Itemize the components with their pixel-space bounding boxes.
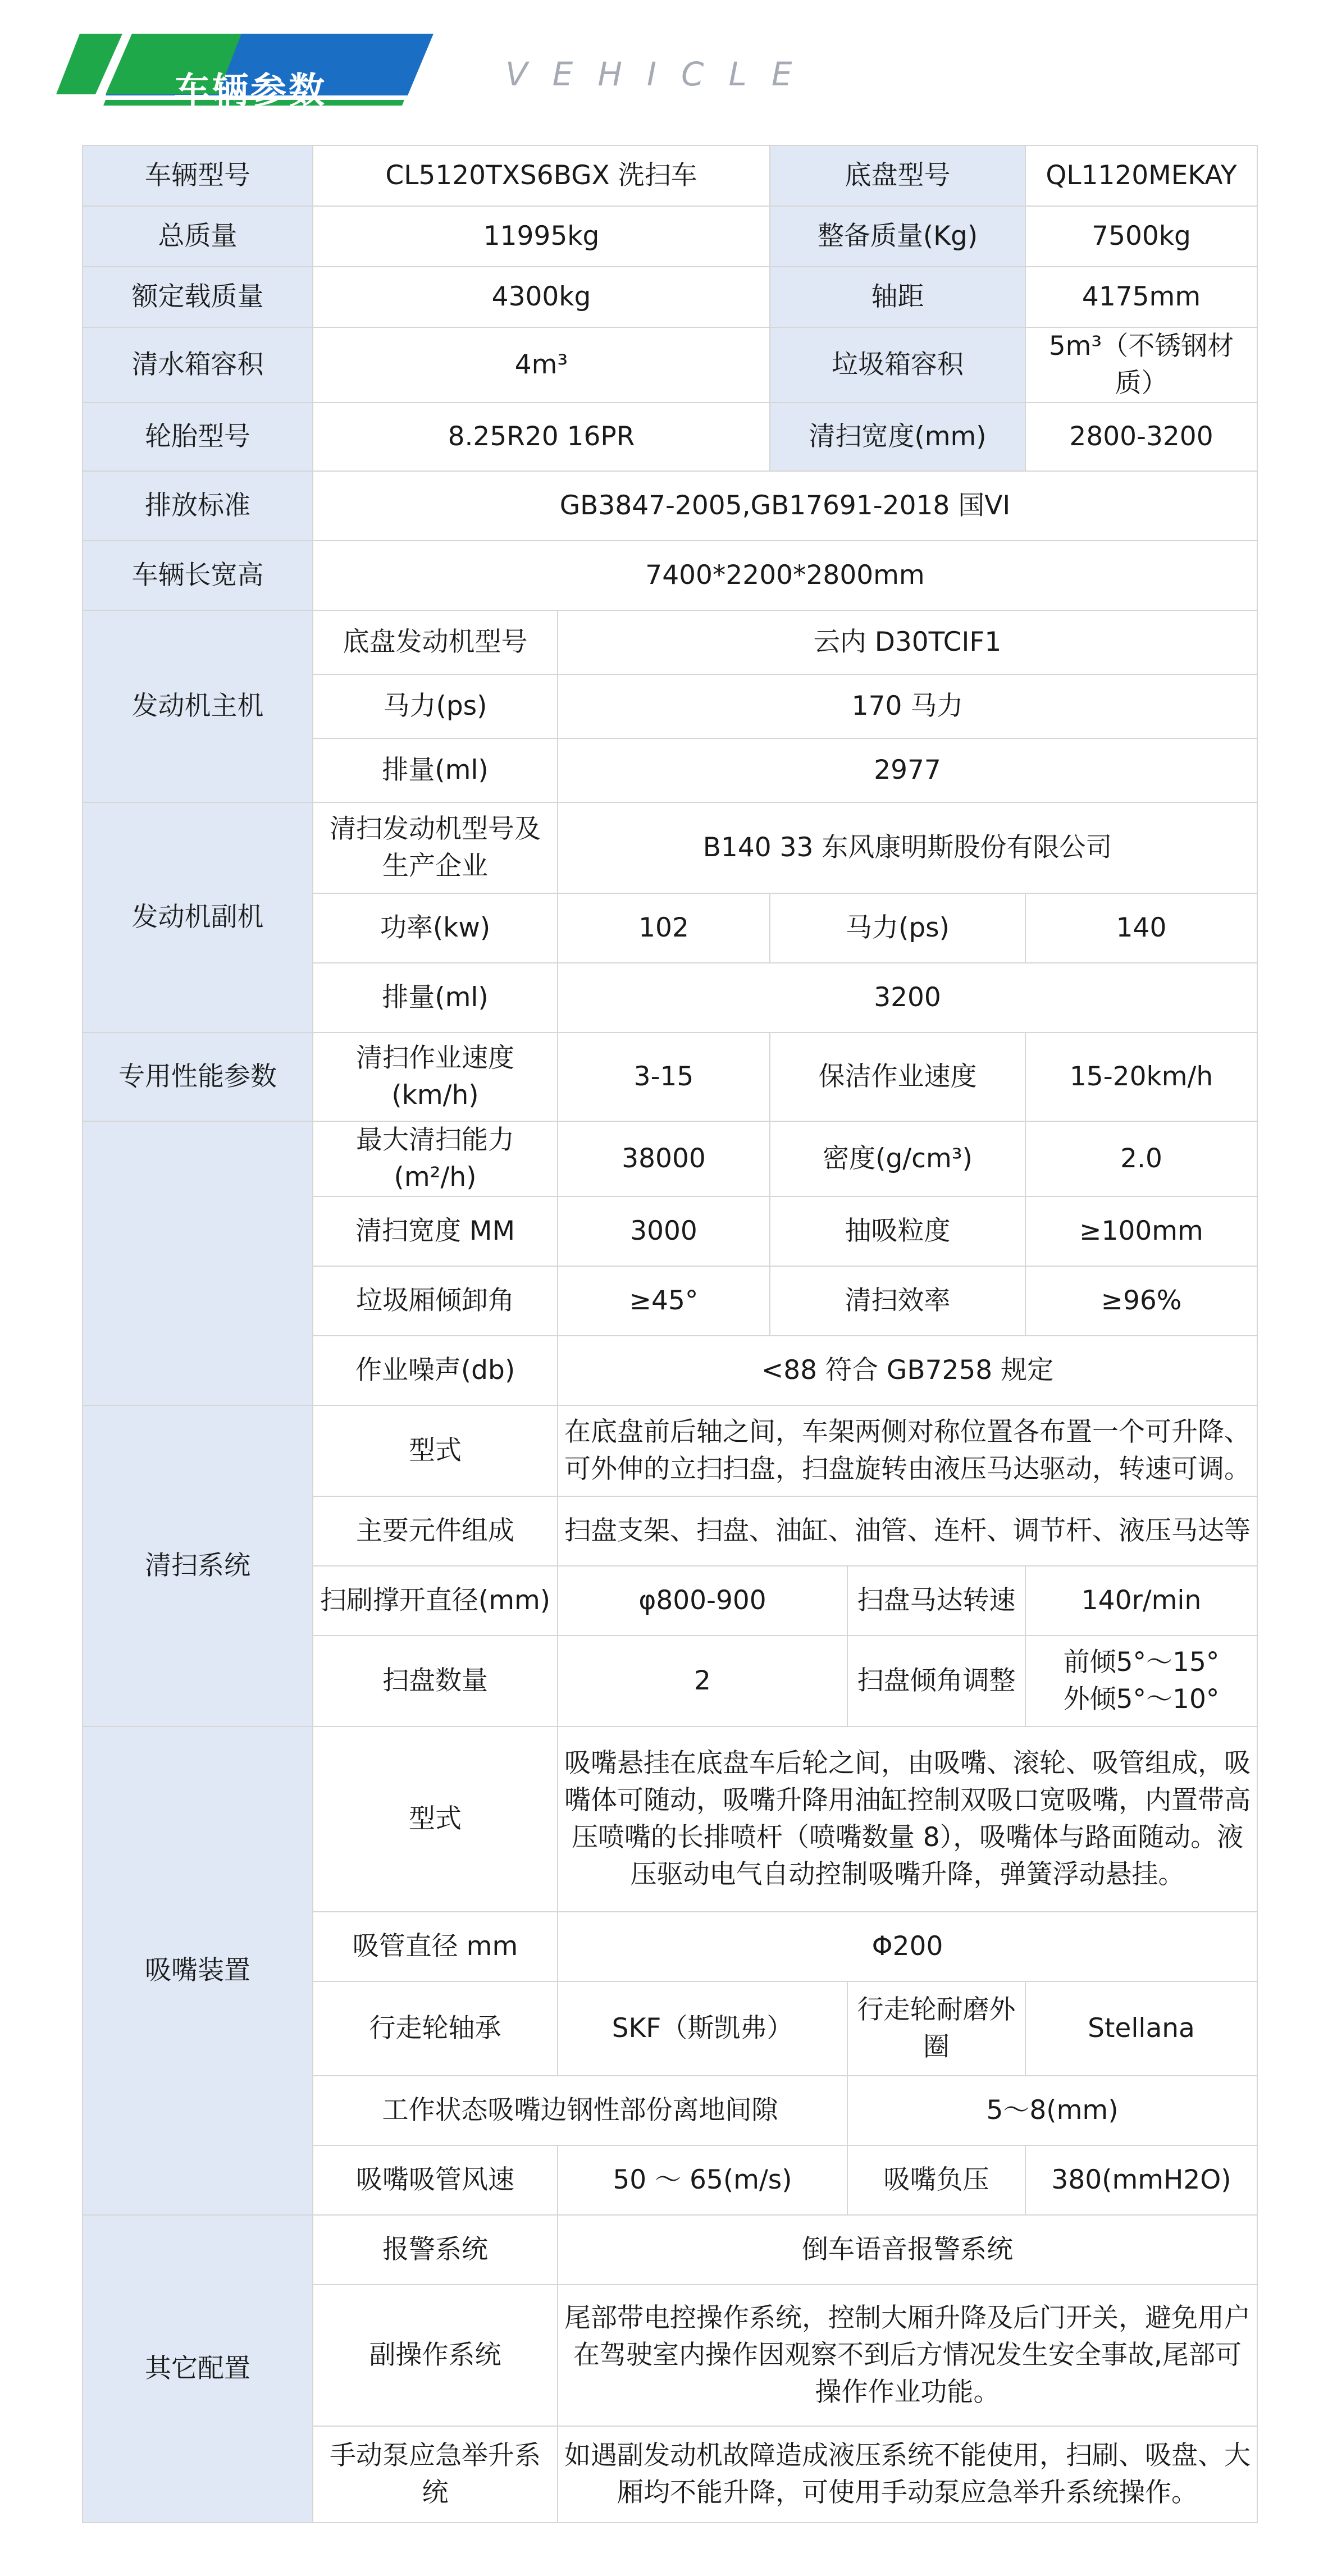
- value-cell: 15-20km/h: [1025, 1033, 1257, 1121]
- label-cell: 马力(ps): [770, 893, 1025, 963]
- value-cell: 尾部带电控操作系统，控制大厢升降及后门开关，避免用户在驾驶室内操作因观察不到后方情况发生安全事故,尾部可操作作业功能。: [558, 2285, 1257, 2426]
- value-cell: 如遇副发动机故障造成液压系统不能使用，扫刷、吸盘、大厢均不能升降，可使用手动泵应急举升系统操作。: [558, 2426, 1257, 2523]
- label-cell: 底盘发动机型号: [313, 610, 558, 674]
- label-cell: 副操作系统: [313, 2285, 558, 2426]
- label-cell: 扫盘数量: [313, 1636, 558, 1727]
- table-row: [83, 206, 1257, 267]
- label-cell: 扫刷撑开直径(mm): [313, 1566, 558, 1636]
- value-cell: 3200: [558, 963, 1257, 1033]
- table-row: [83, 403, 1257, 471]
- label-cell: 马力(ps): [313, 674, 558, 738]
- value-cell: ≥45°: [558, 1266, 770, 1336]
- table-row: [83, 471, 1257, 541]
- spec-table: [82, 145, 1258, 2523]
- tilt-front-value: 前倾5°～15°: [1063, 1647, 1220, 1678]
- page-subtitle: VEHICLE: [505, 55, 817, 93]
- label-cell: 密度(g/cm³): [770, 1121, 1025, 1196]
- value-cell: 5m³（不锈钢材质）: [1025, 327, 1257, 403]
- label-cell: 排量(ml): [313, 963, 558, 1033]
- section-label: 其它配置: [83, 2215, 313, 2523]
- value-cell: 38000: [558, 1121, 770, 1196]
- label-cell: 吸管直径 mm: [313, 1912, 558, 1981]
- value-cell: 吸嘴悬挂在底盘车后轮之间，由吸嘴、滚轮、吸管组成，吸嘴体可随动，吸嘴升降用油缸控制双吸口宽吸嘴，内置带高压喷嘴的长排喷杆（喷嘴数量 8），吸嘴体与路面随动。液压驱动电气自动控制吸嘴升降，弹簧浮动悬挂。: [558, 1727, 1257, 1912]
- label-cell: 车辆型号: [83, 145, 313, 206]
- header-banner: [56, 28, 817, 112]
- table-row: [83, 267, 1257, 327]
- value-cell: 3000: [558, 1196, 770, 1266]
- label-cell: 垃圾箱容积: [770, 327, 1025, 403]
- value-cell: 102: [558, 893, 770, 963]
- table-row: [83, 327, 1257, 403]
- label-cell: 额定载质量: [83, 267, 313, 327]
- table-row: [83, 610, 1257, 674]
- table-row: [83, 2215, 1257, 2285]
- table-row: [83, 1033, 1257, 1121]
- label-cell: 整备质量(Kg): [770, 206, 1025, 267]
- value-cell: 倒车语音报警系统: [558, 2215, 1257, 2285]
- label-cell: 吸嘴吸管风速: [313, 2145, 558, 2215]
- value-cell: 7400*2200*2800mm: [313, 541, 1257, 610]
- table-row: [83, 1121, 1257, 1196]
- value-cell: [1025, 1636, 1257, 1727]
- value-cell: 3-15: [558, 1033, 770, 1121]
- label-cell: 扫盘倾角调整: [847, 1636, 1025, 1727]
- label-cell: 清水箱容积: [83, 327, 313, 403]
- label-cell: 垃圾厢倾卸角: [313, 1266, 558, 1336]
- label-cell: 功率(kw): [313, 893, 558, 963]
- value-cell: 2.0: [1025, 1121, 1257, 1196]
- label-cell: 报警系统: [313, 2215, 558, 2285]
- value-cell: GB3847-2005,GB17691-2018 国VI: [313, 471, 1257, 541]
- value-cell: ≥96%: [1025, 1266, 1257, 1336]
- table-row: [83, 1405, 1257, 1496]
- label-cell: 排放标准: [83, 471, 313, 541]
- label-cell: 轮胎型号: [83, 403, 313, 471]
- table-row: [83, 541, 1257, 610]
- section-label: 吸嘴装置: [83, 1727, 313, 2215]
- label-cell: 作业噪声(db): [313, 1336, 558, 1405]
- label-cell: 抽吸粒度: [770, 1196, 1025, 1266]
- value-cell: 140r/min: [1025, 1566, 1257, 1636]
- label-cell: 行走轮轴承: [313, 1981, 558, 2076]
- label-cell: 最大清扫能力(m²/h): [313, 1121, 558, 1196]
- value-cell: 5～8(mm): [847, 2076, 1257, 2145]
- table-row: [83, 802, 1257, 893]
- value-cell: 4175mm: [1025, 267, 1257, 327]
- section-label: 专用性能参数: [83, 1033, 313, 1121]
- label-cell: 车辆长宽高: [83, 541, 313, 610]
- value-cell: B140 33 东风康明斯股份有限公司: [558, 802, 1257, 893]
- section-label: 发动机副机: [83, 802, 313, 1033]
- value-cell: 4m³: [313, 327, 770, 403]
- label-cell: 行走轮耐磨外圈: [847, 1981, 1025, 2076]
- section-label: 发动机主机: [83, 610, 313, 802]
- label-cell: 清扫宽度 MM: [313, 1196, 558, 1266]
- label-cell: 手动泵应急举升系统: [313, 2426, 558, 2523]
- label-cell: 清扫宽度(mm): [770, 403, 1025, 471]
- value-cell: 2: [558, 1636, 847, 1727]
- value-cell: ≥100mm: [1025, 1196, 1257, 1266]
- value-cell: 380(mmH2O): [1025, 2145, 1257, 2215]
- value-cell: 140: [1025, 893, 1257, 963]
- value-cell: CL5120TXS6BGX 洗扫车: [313, 145, 770, 206]
- page-title: 车辆参数: [174, 70, 327, 112]
- label-cell: 扫盘马达转速: [847, 1566, 1025, 1636]
- label-cell: 型式: [313, 1405, 558, 1496]
- label-cell: 吸嘴负压: [847, 2145, 1025, 2215]
- section-label-empty: [83, 1121, 313, 1405]
- table-row: [83, 1727, 1257, 1912]
- label-cell: 总质量: [83, 206, 313, 267]
- label-cell: 底盘型号: [770, 145, 1025, 206]
- label-cell: 排量(ml): [313, 738, 558, 802]
- section-label: 清扫系统: [83, 1405, 313, 1727]
- value-cell: 2977: [558, 738, 1257, 802]
- value-cell: 云内 D30TCIF1: [558, 610, 1257, 674]
- value-cell: QL1120MEKAY: [1025, 145, 1257, 206]
- table-row: [83, 145, 1257, 206]
- value-cell: 2800-3200: [1025, 403, 1257, 471]
- label-cell: 型式: [313, 1727, 558, 1912]
- value-cell: φ800-900: [558, 1566, 847, 1636]
- label-cell: 清扫效率: [770, 1266, 1025, 1336]
- label-cell: 保洁作业速度: [770, 1033, 1025, 1121]
- label-cell: 轴距: [770, 267, 1025, 327]
- tilt-outer-value: 外倾5°～10°: [1063, 1684, 1220, 1715]
- value-cell: 4300kg: [313, 267, 770, 327]
- label-cell: 工作状态吸嘴边钢性部份离地间隙: [313, 2076, 847, 2145]
- label-cell: 清扫作业速度(km/h): [313, 1033, 558, 1121]
- value-cell: SKF（斯凯弗）: [558, 1981, 847, 2076]
- value-cell: 7500kg: [1025, 206, 1257, 267]
- value-cell: 在底盘前后轴之间，车架两侧对称位置各布置一个可升降、可外伸的立扫扫盘，扫盘旋转由液压马达驱动，转速可调。: [558, 1405, 1257, 1496]
- value-cell: Stellana: [1025, 1981, 1257, 2076]
- label-cell: 主要元件组成: [313, 1496, 558, 1566]
- value-cell: 50 ～ 65(m/s): [558, 2145, 847, 2215]
- value-cell: 170 马力: [558, 674, 1257, 738]
- label-cell: 清扫发动机型号及生产企业: [313, 802, 558, 893]
- value-cell: <88 符合 GB7258 规定: [558, 1336, 1257, 1405]
- value-cell: Φ200: [558, 1912, 1257, 1981]
- value-cell: 11995kg: [313, 206, 770, 267]
- value-cell: 8.25R20 16PR: [313, 403, 770, 471]
- value-cell: 扫盘支架、扫盘、油缸、油管、连杆、调节杆、液压马达等: [558, 1496, 1257, 1566]
